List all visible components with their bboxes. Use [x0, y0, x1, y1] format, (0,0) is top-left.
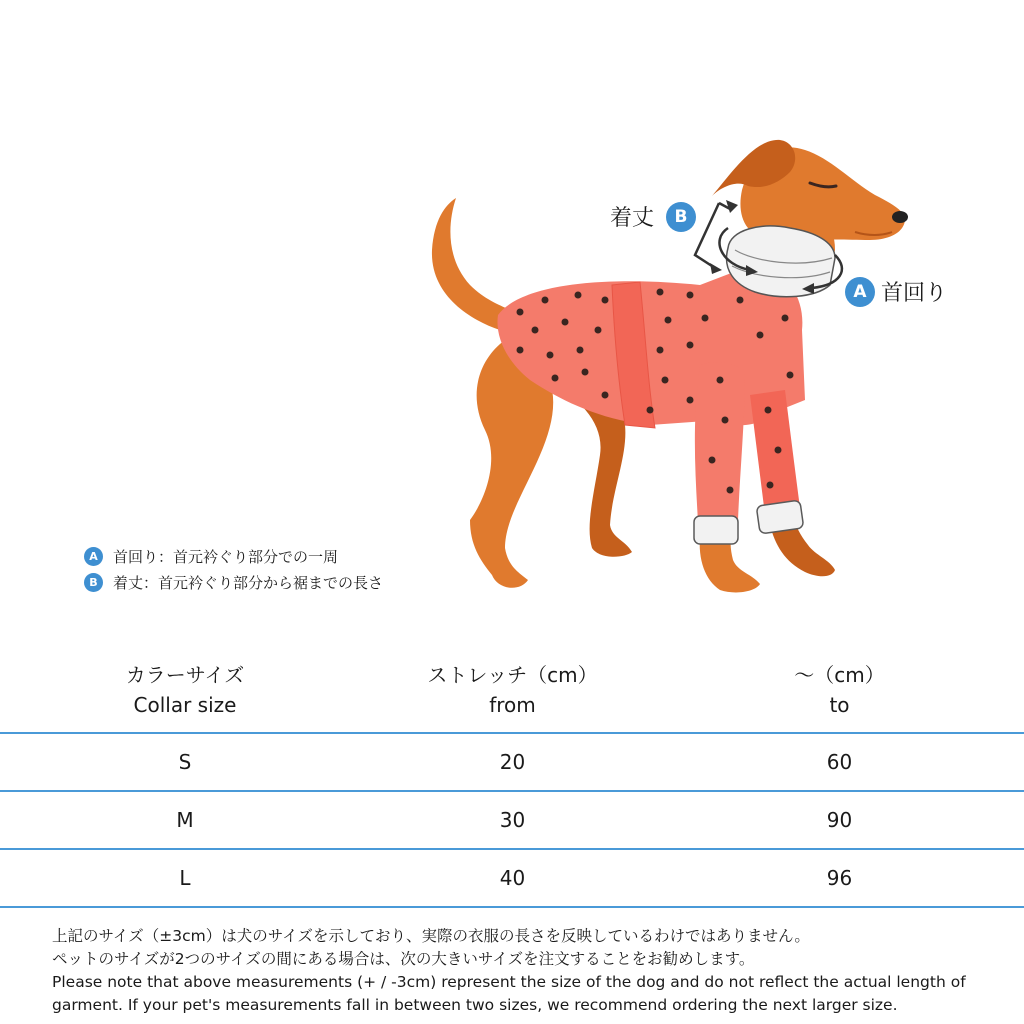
neck-callout	[845, 276, 947, 307]
cell-size: M	[0, 791, 370, 849]
note-ja-2: ペットのサイズが2つのサイズの間にある場合は、次の大きいサイズを注文することをお勧めします。	[52, 950, 755, 968]
dog-tail	[432, 198, 510, 330]
size-table	[0, 660, 1024, 908]
legend-item-b	[84, 572, 383, 593]
length-label: 着丈	[610, 206, 655, 231]
badge-a: A	[84, 547, 103, 566]
cell-from: 40	[370, 849, 655, 907]
cell-to: 60	[655, 733, 1024, 791]
badge-b: B	[666, 202, 696, 232]
cell-to: 90	[655, 791, 1024, 849]
cell-from: 20	[370, 733, 655, 791]
table-header-row	[0, 660, 1024, 733]
header-ja: 〜（cm）	[794, 663, 885, 687]
sweater-sleeve-back	[750, 390, 800, 515]
sweater-sleeve-front	[695, 362, 745, 522]
length-callout	[610, 201, 696, 232]
header-en: to	[829, 693, 850, 717]
header-to	[655, 660, 1024, 733]
legend-item-a	[84, 546, 338, 567]
note-en: Please note that above measurements (+ / -3cm) represent the size of the dog and do not reflect the actual length of garment. If your pet's measurements fall in between two sizes, we recommend ordering the next larger size.	[52, 973, 966, 1014]
header-en: Collar size	[133, 693, 237, 717]
header-ja: カラーサイズ	[125, 663, 245, 687]
table-row	[0, 791, 1024, 849]
header-ja: ストレッチ（cm）	[427, 663, 598, 687]
size-notes	[52, 925, 1012, 1017]
header-en: from	[489, 693, 536, 717]
legend-text: 首回り：首元衿ぐり部分での一周	[113, 548, 339, 566]
table-row	[0, 849, 1024, 907]
dog-nose	[892, 211, 908, 223]
badge-a: A	[845, 277, 875, 307]
cell-size: L	[0, 849, 370, 907]
header-collar-size	[0, 660, 370, 733]
badge-b: B	[84, 573, 103, 592]
cell-size: S	[0, 733, 370, 791]
table-row	[0, 733, 1024, 791]
neck-label: 首回り	[881, 281, 948, 306]
legend-text: 着丈：首元衿ぐり部分から裾までの長さ	[113, 574, 384, 592]
cell-from: 30	[370, 791, 655, 849]
note-ja-1: 上記のサイズ（±3cm）は犬のサイズを示しており、実際の衣服の長さを反映しているわけではありません。	[52, 927, 810, 945]
cell-to: 96	[655, 849, 1024, 907]
header-from	[370, 660, 655, 733]
